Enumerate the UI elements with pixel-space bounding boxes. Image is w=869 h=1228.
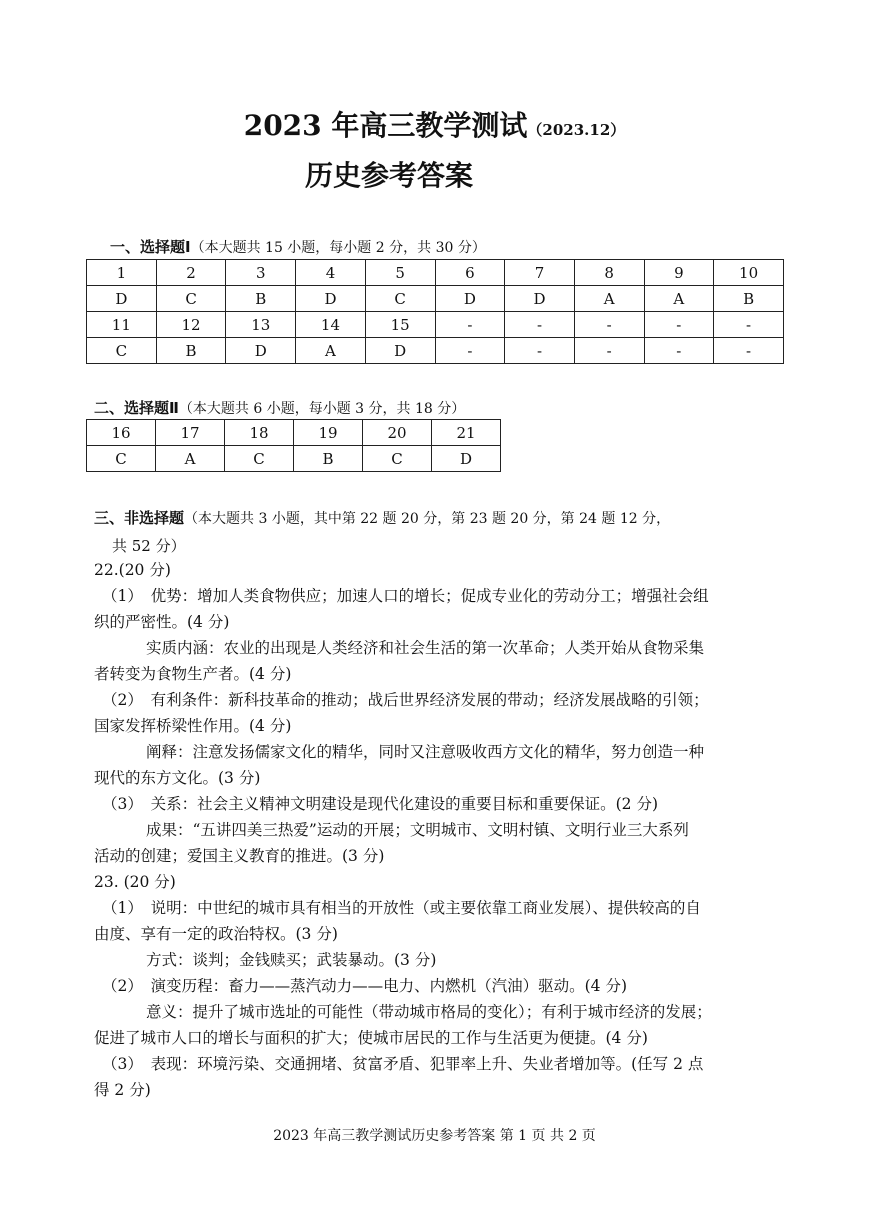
table-cell: - — [644, 338, 714, 364]
table-cell: 10 — [714, 260, 784, 286]
table-cell: 21 — [432, 420, 501, 446]
answer-body — [94, 557, 784, 1103]
table-cell: - — [435, 338, 505, 364]
table-cell: - — [574, 312, 644, 338]
table-row — [87, 286, 784, 312]
answer-line: 22.(20 分) — [94, 561, 171, 579]
table-cell: - — [644, 312, 714, 338]
table-cell: 3 — [226, 260, 296, 286]
table-cell: B — [156, 338, 226, 364]
answer-line: （1） 说明：中世纪的城市具有相当的开放性（或主要依靠工商业发展）、提供较高的自 — [102, 899, 701, 917]
table-row — [87, 420, 501, 446]
table-cell: 13 — [226, 312, 296, 338]
table-cell: C — [156, 286, 226, 312]
table-cell: 9 — [644, 260, 714, 286]
table-cell: D — [226, 338, 296, 364]
table-cell: A — [296, 338, 366, 364]
section1-title: 一、选择题Ⅰ — [110, 238, 191, 256]
table-cell: - — [714, 312, 784, 338]
section3-title: 三、非选择题 — [94, 509, 185, 527]
answer-line: （3） 关系：社会主义精神文明建设是现代化建设的重要目标和重要保证。(2 分) — [102, 795, 658, 813]
answer-line: 活动的创建；爱国主义教育的推进。(3 分) — [94, 847, 385, 865]
table-cell: A — [644, 286, 714, 312]
answer-line: 国家发挥桥梁性作用。(4 分) — [94, 717, 292, 735]
table-cell: 20 — [363, 420, 432, 446]
section2-heading — [94, 397, 465, 418]
answer-line: 阐释：注意发扬儒家文化的精华，同时又注意吸收西方文化的精华，努力创造一种 — [146, 743, 705, 761]
section2-answer-table — [86, 419, 501, 472]
table-row — [87, 260, 784, 286]
title-text: 2023 年高三教学测试 — [243, 109, 528, 142]
table-cell: 7 — [505, 260, 575, 286]
table-cell: 15 — [365, 312, 435, 338]
answer-line: 意义：提升了城市选址的可能性（带动城市格局的变化）；有利于城市经济的发展； — [146, 1003, 712, 1021]
page-subtitle: 历史参考答案 — [305, 159, 474, 192]
table-cell: 19 — [294, 420, 363, 446]
section3-note-cont: 共 52 分） — [112, 537, 186, 555]
answer-line: （2） 有利条件：新科技革命的推动；战后世界经济发展的带动；经济发展战略的引领； — [102, 691, 709, 709]
table-cell: D — [296, 286, 366, 312]
table-cell: C — [225, 446, 294, 472]
table-cell: - — [505, 338, 575, 364]
section1-note: （本大题共 15 小题，每小题 2 分，共 30 分） — [190, 240, 486, 256]
section1-heading — [110, 236, 486, 257]
answer-line: 织的严密性。(4 分) — [94, 613, 230, 631]
table-cell: C — [87, 338, 157, 364]
answer-line: （1） 优势：增加人类食物供应；加速人口的增长；促成专业化的劳动分工；增强社会组 — [102, 587, 709, 605]
table-cell: B — [294, 446, 363, 472]
table-cell: 11 — [87, 312, 157, 338]
answer-line: （3） 表现：环境污染、交通拥堵、贫富矛盾、犯罪率上升、失业者增加等。(任写 2 点 — [102, 1055, 704, 1073]
table-cell: 1 — [87, 260, 157, 286]
answer-line: 实质内涵：农业的出现是人类经济和社会生活的第一次革命；人类开始从食物采集 — [146, 639, 705, 657]
table-cell: D — [435, 286, 505, 312]
table-row — [87, 312, 784, 338]
section2-note: （本大题共 6 小题，每小题 3 分，共 18 分） — [178, 401, 466, 417]
table-cell: 8 — [574, 260, 644, 286]
table-cell: 17 — [156, 420, 225, 446]
table-cell: 16 — [87, 420, 156, 446]
table-cell: 2 — [156, 260, 226, 286]
answer-line: 23. (20 分) — [94, 873, 176, 891]
table-cell: 5 — [365, 260, 435, 286]
section1-answer-table — [86, 259, 784, 364]
table-cell: C — [87, 446, 156, 472]
table-cell: 6 — [435, 260, 505, 286]
table-cell: 12 — [156, 312, 226, 338]
section3-note: （本大题共 3 小题，其中第 22 题 20 分，第 23 题 20 分，第 24 题 12 分， — [184, 511, 671, 527]
answer-line: 得 2 分) — [94, 1081, 151, 1099]
table-cell: D — [432, 446, 501, 472]
page-title — [0, 104, 869, 144]
table-cell: - — [505, 312, 575, 338]
section2-title: 二、选择题Ⅱ — [94, 399, 179, 417]
table-cell: B — [714, 286, 784, 312]
table-cell: 14 — [296, 312, 366, 338]
answer-line: 者转变为食物生产者。(4 分) — [94, 665, 292, 683]
answer-line: （2） 演变历程：畜力——蒸汽动力——电力、内燃机（汽油）驱动。(4 分) — [102, 977, 627, 995]
table-cell: C — [365, 286, 435, 312]
answer-line: 由度、享有一定的政治特权。(3 分) — [94, 925, 338, 943]
table-cell: - — [574, 338, 644, 364]
table-cell: 4 — [296, 260, 366, 286]
table-cell: D — [87, 286, 157, 312]
table-cell: C — [363, 446, 432, 472]
table-cell: 18 — [225, 420, 294, 446]
answer-line: 成果：“五讲四美三热爱”运动的开展；文明城市、文明村镇、文明行业三大系列 — [146, 821, 689, 839]
table-cell: B — [226, 286, 296, 312]
section3-heading — [94, 507, 670, 528]
answer-line: 促进了城市人口的增长与面积的扩大；使城市居民的工作与生活更为便捷。(4 分) — [94, 1029, 648, 1047]
table-cell: A — [574, 286, 644, 312]
answer-line: 现代的东方文化。(3 分) — [94, 769, 261, 787]
table-cell: A — [156, 446, 225, 472]
table-cell: - — [714, 338, 784, 364]
table-cell: D — [365, 338, 435, 364]
table-cell: - — [435, 312, 505, 338]
answer-line: 方式：谈判；金钱赎买；武装暴动。(3 分) — [146, 951, 437, 969]
table-row — [87, 446, 501, 472]
page-footer: 2023 年高三教学测试历史参考答案 第 1 页 共 2 页 — [273, 1128, 596, 1144]
title-date: （2023.12） — [527, 121, 626, 139]
table-row — [87, 338, 784, 364]
table-cell: D — [505, 286, 575, 312]
